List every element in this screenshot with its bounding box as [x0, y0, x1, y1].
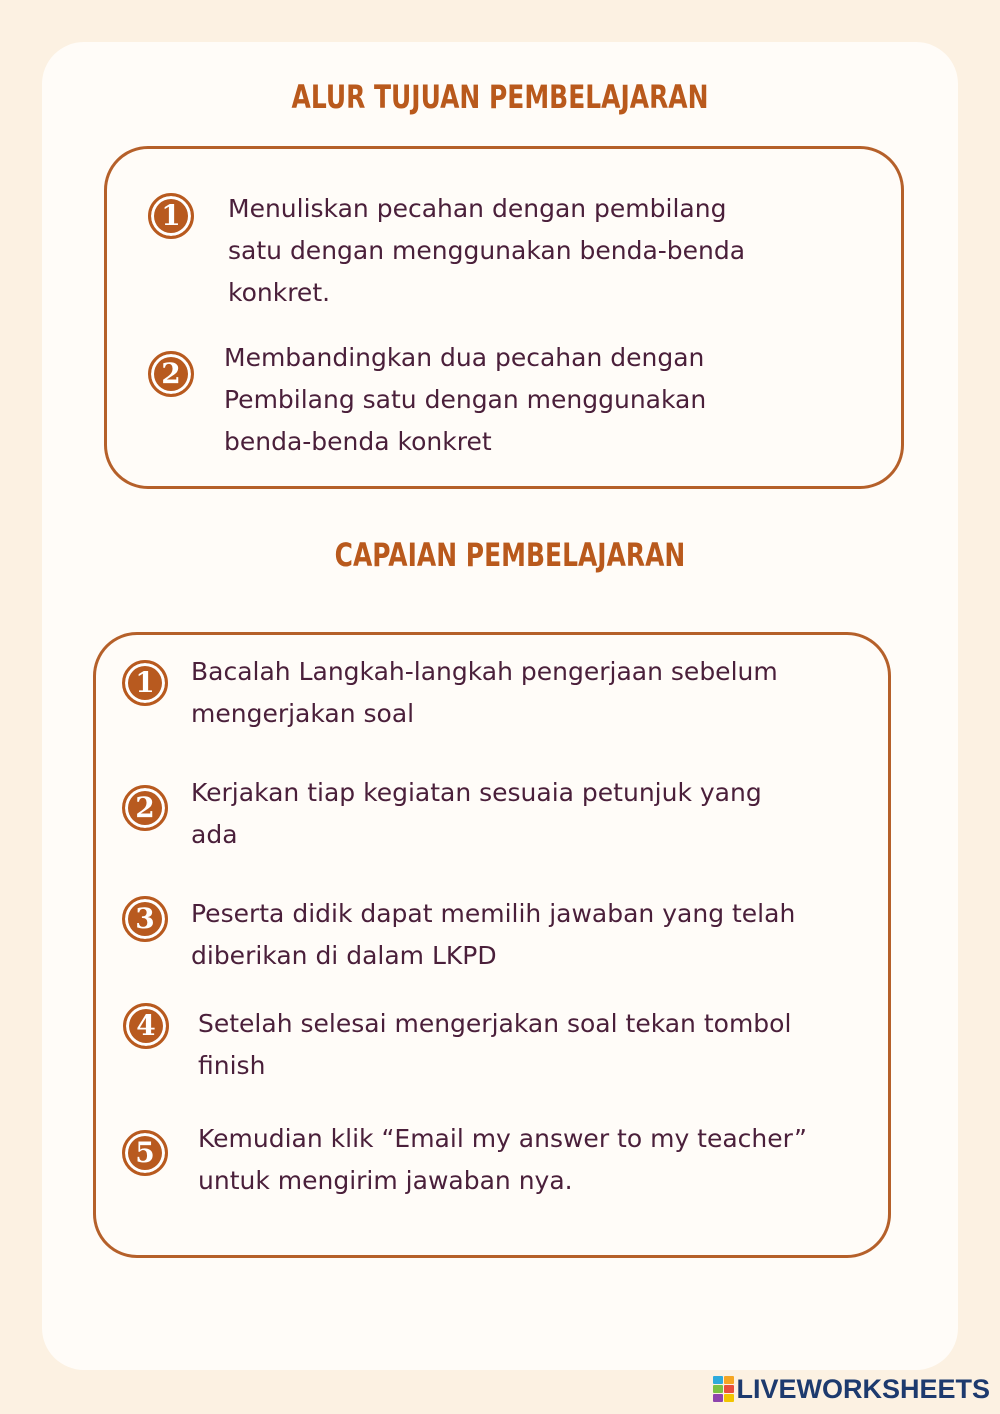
- alur-item-1-text: Menuliskan pecahan dengan pembilang satu dengan menggunakan benda-benda konkret.: [228, 194, 746, 307]
- number-2-icon: 2: [148, 351, 194, 397]
- alur-item-2-text: Membandingkan dua pecahan dengan Pembilang satu dengan menggunakan benda-benda konkret: [224, 343, 707, 456]
- number-2-icon: 2: [122, 785, 168, 831]
- liveworksheets-logo[interactable]: [713, 1372, 990, 1406]
- number-1-icon: 1: [122, 660, 168, 706]
- liveworksheets-mark-icon: [713, 1376, 733, 1402]
- capaian-item-3-text: Peserta didik dapat memilih jawaban yang telah diberikan di dalam LKPD: [191, 899, 796, 970]
- capaian-item-1-text: Bacalah Langkah-langkah pengerjaan sebelum mengerjakan soal: [191, 657, 778, 728]
- number-4-icon: 4: [123, 1003, 169, 1049]
- number-3-icon: 3: [122, 896, 168, 942]
- capaian-item-5-text: Kemudian klik “Email my answer to my teacher” untuk mengirim jawaban nya.: [198, 1124, 807, 1195]
- number-1-icon: 1: [148, 193, 194, 239]
- section-title-capaian: CAPAIAN PEMBELAJARAN: [334, 536, 686, 574]
- number-5-icon: 5: [122, 1130, 168, 1176]
- capaian-item-4-text: Setelah selesai mengerjakan soal tekan tombol finish: [198, 1009, 792, 1080]
- capaian-item-2-text: Kerjakan tiap kegiatan sesuaia petunjuk yang ada: [191, 778, 762, 849]
- section-title-alur-tujuan: ALUR TUJUAN PEMBELAJARAN: [291, 78, 709, 116]
- liveworksheets-brand-text: LIVEWORKSHEETS: [736, 1373, 990, 1404]
